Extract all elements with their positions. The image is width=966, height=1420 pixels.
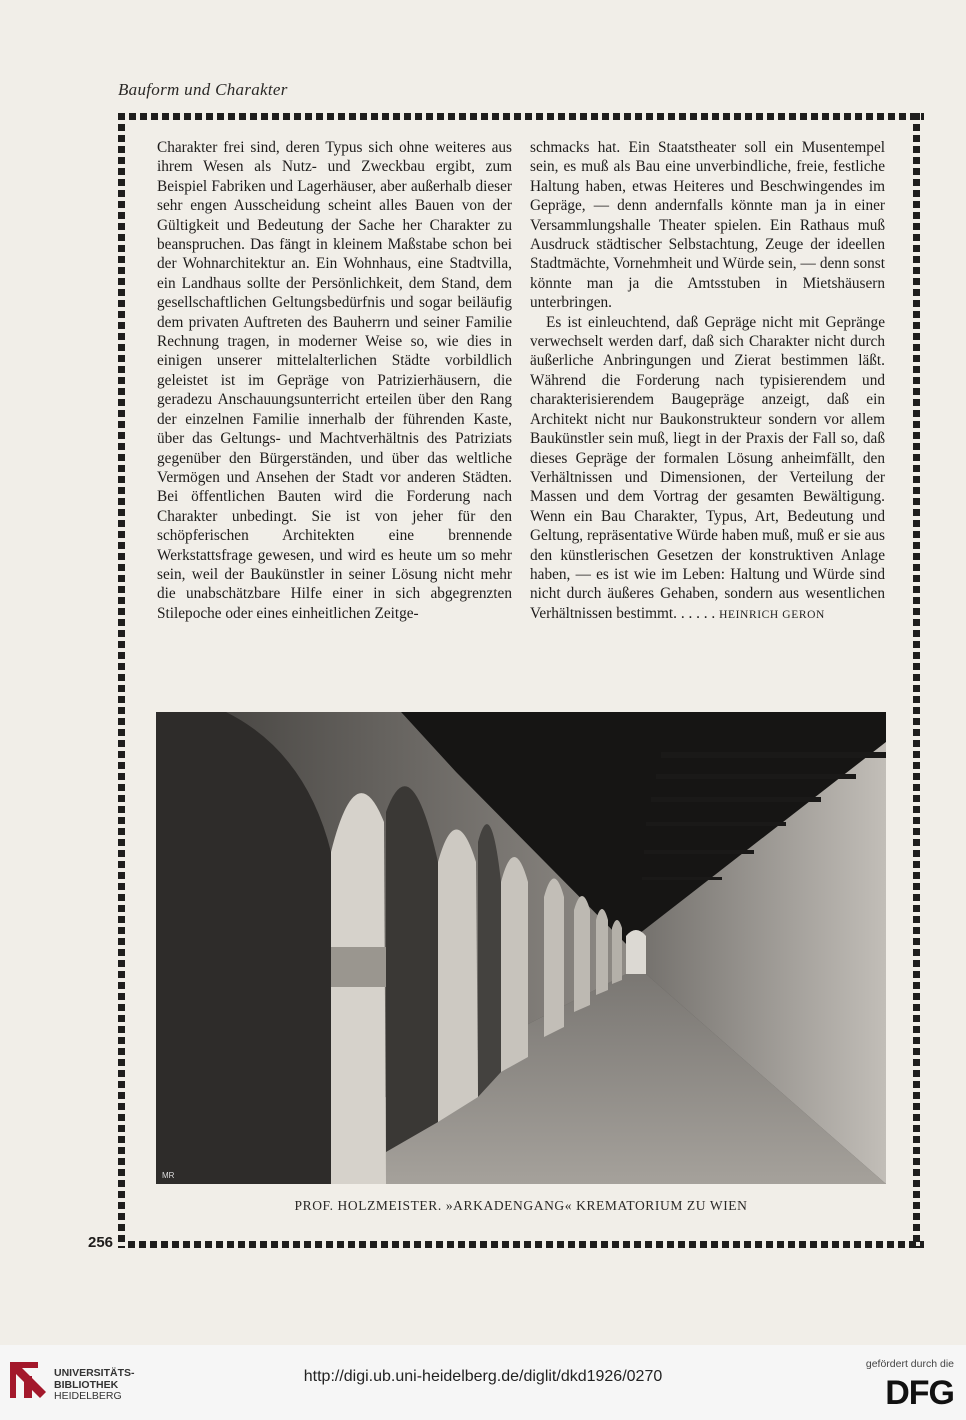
author-signature: HEINRICH GERON <box>719 608 825 621</box>
paragraph: schmacks hat. Ein Staatstheater soll ein Musentempel sein, es muß als Bau eine unverbindliche, freie, festliche Haltung haben, etwas Heiteres und Beschwingendes im Gepräge, — denn andernfalls könnte man ja in einer Versammlungshalle Theater spielen. Ein Rathaus muß Ausdruck städtischer Selbstachtung, Zeuge der ideellen Stadtmächte, Vornehmheit und Würde sein, — denn sonst könnte man ja die Amtsstuben in Mietshäusern unterbringen. <box>530 139 885 312</box>
decorative-border-right <box>913 113 920 1248</box>
paragraph-text: Es ist einleuchtend, daß Gepräge nicht mit Gepränge verwechselt werden darf, daß sich Charakter nicht durch äußerliche Anbringungen und Zierat bestimmen läßt. Während die Forderung nach typisierendem und charakterisierendem Baugepräge anzeigt, daß ein Architekt nicht nur Baukonstrukteur sondern vor allem Baukünstler sein muß, liegt in der Praxis der Fall so, daß dieses Gepräge der formalen Lösung anheimfällt, den Verhältnissen und Dimensionen, der Verteilung der Massen und dem Vortrag der gesamten Bewältigung. Wenn ein Bau Charakter, Typus, Art, Bedeutung und Geltung, repräsentative Würde haben muß, muß er sie aus den künstlerischen Gesetzen der konstruktiven Anlage haben, — es ist wie im Leben: Haltung und Würde sind nicht durch äußeres Gehaben, sondern aus wesentlichen Verhältnissen bestimmt. . . . . . <box>530 313 885 622</box>
decorative-border-left <box>118 113 125 1248</box>
running-head: Bauform und Charakter <box>118 80 288 99</box>
dfg-logo: DFG <box>885 1374 954 1412</box>
photo-monogram: MR <box>162 1171 175 1180</box>
photo-caption: PROF. HOLZMEISTER. »ARKADENGANG« KREMATORIUM ZU WIEN <box>294 1198 748 1213</box>
text-column-left <box>157 138 512 623</box>
arcade-photograph <box>156 712 886 1184</box>
library-line-2: BIBLIOTHEK <box>54 1378 119 1391</box>
text-column-right <box>530 138 885 625</box>
arcade-photo-illustration <box>156 712 886 1184</box>
sponsor-note: gefördert durch die <box>865 1358 954 1370</box>
decorative-border-top <box>118 113 924 120</box>
library-line-1: UNIVERSITÄTS- <box>54 1367 135 1379</box>
decorative-border-bottom <box>128 1241 924 1248</box>
source-url-link[interactable]: http://digi.ub.uni-heidelberg.de/diglit/dkd1926/0270 <box>303 1368 663 1385</box>
library-line-3: HEIDELBERG <box>54 1390 122 1402</box>
paragraph <box>530 313 885 626</box>
page-number: 256 <box>88 1234 114 1251</box>
paragraph: Charakter frei sind, deren Typus sich ohne weiteres aus ihrem Wesen als Nutz- und Zweckbau ergibt, zum Beispiel Fabriken und Lagerhäuser, aber außerhalb dieser sehr engen Ausscheidung scheint alles Bauen von der Gültigkeit und Bedeutung der Sache her Charakter zu beanspruchen. Das fängt in kleinem Maßstabe schon bei der Wohnarchitektur an. Ein Wohnhaus, eine Stadtvilla, ein Landhaus sollte der Persönlichkeit, dem Stand, dem gesellschaftlichen Geltungsbedürfnis und sogar beiläufig dem privaten Auftreten des Bauherrn und seiner Familie Rechnung tragen, in moderner Weise so, wie dies in einigen unserer mittelalterlichen Städte vorbildlich geleistet ist im Gepräge von Patrizierhäusern, die geradezu Anschauungsunterricht erteilen über den Rang der einzelnen Familie innerhalb der führenden Kaste, über das Geltungs- und Machtverhältnis des Patriziats gegenüber den Bürgerständen, und über das weltliche Vermögen und Ansehen der Stadt vor anderen Städten. Bei öffentlichen Bauten wird die Forderung nach Charakter unbedingt. Sie ist von jeher für den schöpferischen Architekten eine brennende Werkstattsfrage gewesen, und wird es heute um so mehr sein, weil der Baukünstler in seiner Lösung nicht mehr die unabschätzbare Hilfe einer in sich abgegrenzten Stilepoche oder eines einheitlichen Zeitge- <box>157 139 512 622</box>
